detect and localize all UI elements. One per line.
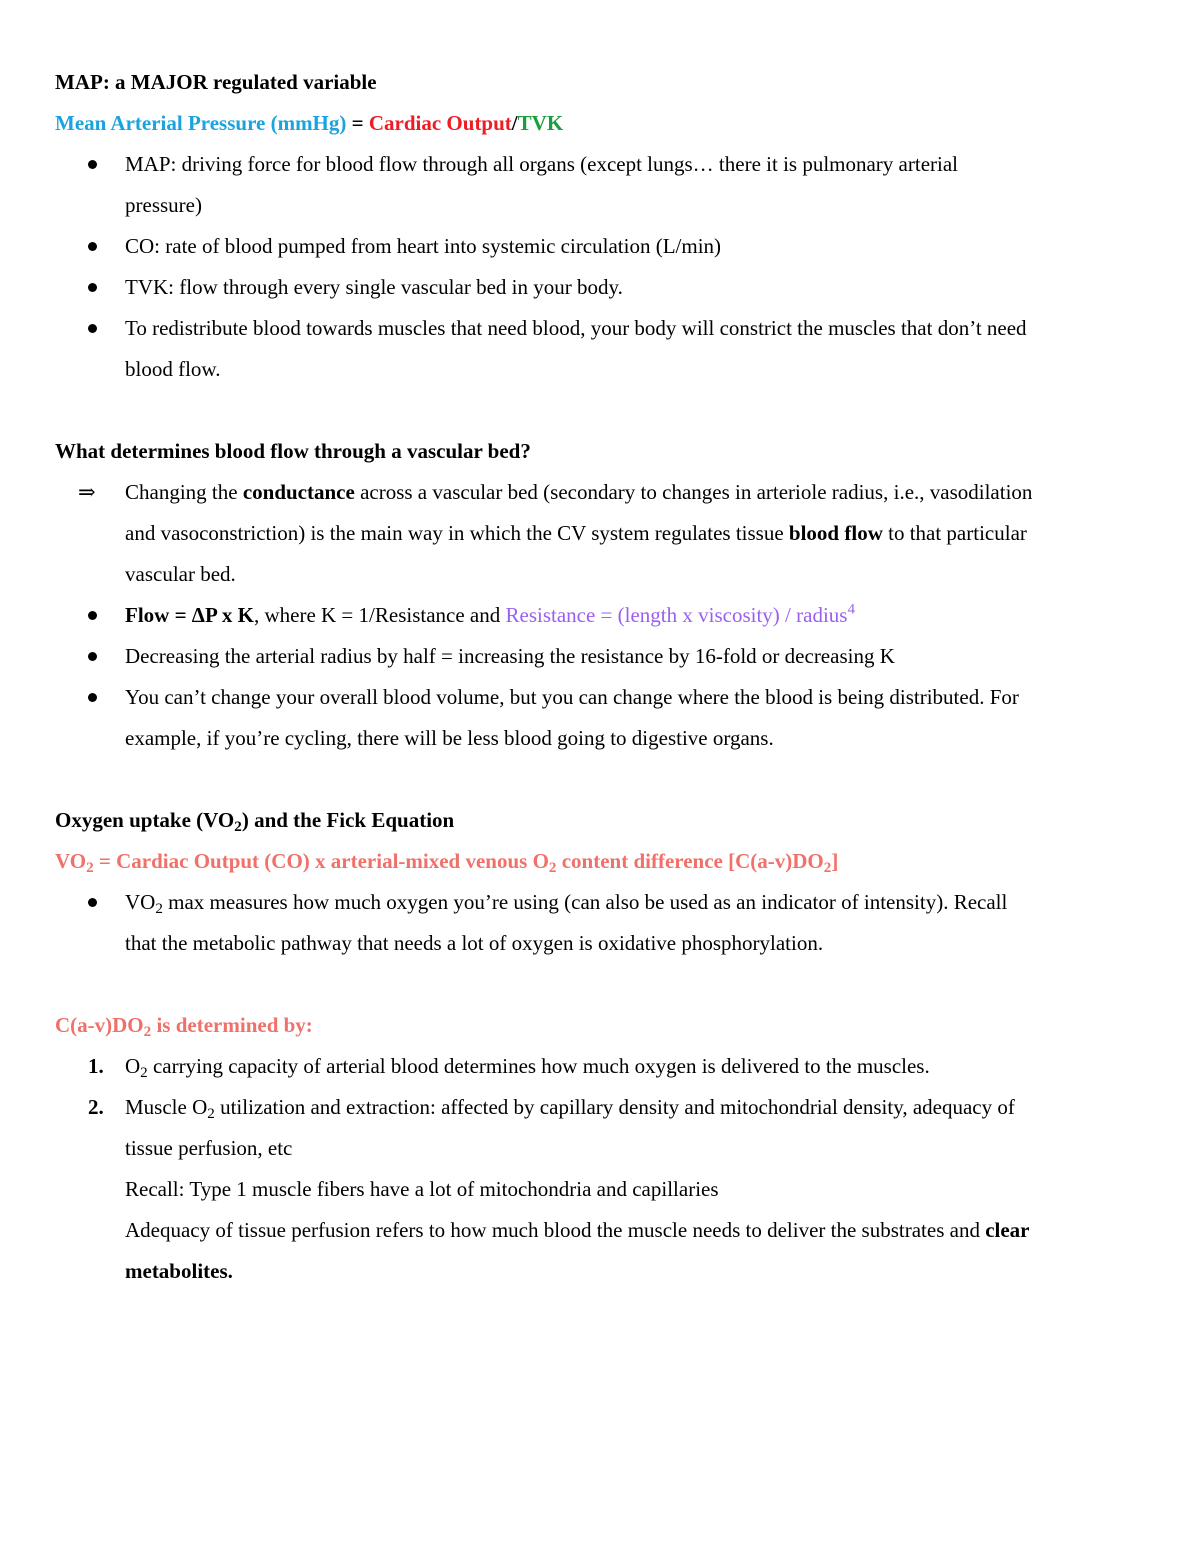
bullet-icon — [88, 283, 97, 292]
list-item: TVK: flow through every single vascular bed in your body. — [55, 267, 1150, 308]
section-title-blood-flow: What determines blood flow through a vascular bed? — [55, 439, 531, 463]
eq-slash: / — [511, 111, 518, 135]
eq-co-term: Cardiac Output — [368, 111, 512, 135]
spacer — [55, 759, 1150, 800]
list-item: Decreasing the arterial radius by half = increasing the resistance by 16-fold or decreasing K — [55, 636, 1150, 677]
bullet-icon — [88, 652, 97, 661]
list-number: 1. — [88, 1054, 104, 1078]
eq-tvk-term: TVK — [517, 111, 564, 135]
list-item: You can’t change your overall blood volume, but you can change where the blood is being distributed. For example, if you’re cycling, there will be less blood going to digestive organs. — [55, 677, 1150, 759]
section-title-map: MAP: a MAJOR regulated variable — [55, 70, 377, 94]
cavdo2-numbered-list — [55, 1046, 1150, 1292]
section-title-cavdo2: $C(a-v)DO_2$ is determined by: — [55, 1013, 313, 1040]
map-equation — [55, 103, 1150, 144]
bullet-icon — [88, 242, 97, 251]
fick-equation: $VO_2$ = Cardiac Output (CO) x arterial-mixed venous $O_2$ content difference $[C(a-v)DO_2]$ — [55, 849, 839, 876]
bullet-icon — [88, 611, 97, 620]
map-bullet-list — [55, 144, 1150, 390]
section-title-oxygen-uptake: Oxygen uptake $(VO_2)$ and the Fick Equation — [55, 808, 455, 835]
resistance-formula: Resistance = (length x viscosity) / radius$^4$ — [505, 601, 856, 627]
eq-equals: = — [346, 111, 369, 135]
vo2-bullet-list — [55, 882, 1150, 964]
list-item: Flow = ΔP x K, where K = 1/Resistance and Resistance = (length x viscosity) / radius$^4$ — [55, 595, 1150, 636]
arrow-list-item: ⇒ Changing the conductance across a vascular bed (secondary to changes in arteriole radius, i.e., vasodilation and vasoconstriction) is the main way in which the CV system regulates tissue blood flow to that particular vascular bed. — [55, 472, 1150, 595]
bullet-icon — [88, 160, 97, 169]
list-item: $VO_2$ max measures how much oxygen you’re using (can also be used as an indicator of intensity). Recall that the metabolic pathway that needs a lot of oxygen is oxidative phosphorylation. — [55, 882, 1150, 964]
spacer — [55, 964, 1150, 1005]
bullet-icon — [88, 898, 97, 907]
document-page — [55, 62, 1150, 1292]
list-item: CO: rate of blood pumped from heart into systemic circulation (L/min) — [55, 226, 1150, 267]
list-item: 1. $O_2$ carrying capacity of arterial blood determines how much oxygen is delivered to the muscles. — [55, 1046, 1150, 1087]
list-number: 2. — [88, 1095, 104, 1119]
list-item: To redistribute blood towards muscles that need blood, your body will constrict the muscles that don’t need blood flow. — [55, 308, 1150, 390]
list-item: 2. Muscle $O_2$ utilization and extraction: affected by capillary density and mitochondrial density, adequacy of tissue perfusion, etc Recall: Type 1 muscle fibers have a lot of mitochondria and capillaries Adequacy of tissue perfusion refers to how much blood the muscle needs to deliver the substrates and clear metabolites. — [55, 1087, 1150, 1292]
bullet-icon — [88, 324, 97, 333]
list-item: MAP: driving force for blood flow through all organs (except lungs… there it is pulmonary arterial pressure) — [55, 144, 1150, 226]
blood-flow-bullet-list — [55, 595, 1150, 759]
eq-map-term: Mean Arterial Pressure (mmHg) — [55, 111, 347, 135]
spacer — [55, 390, 1150, 431]
bullet-icon — [88, 693, 97, 702]
right-double-arrow-icon: ⇒ — [78, 480, 96, 504]
